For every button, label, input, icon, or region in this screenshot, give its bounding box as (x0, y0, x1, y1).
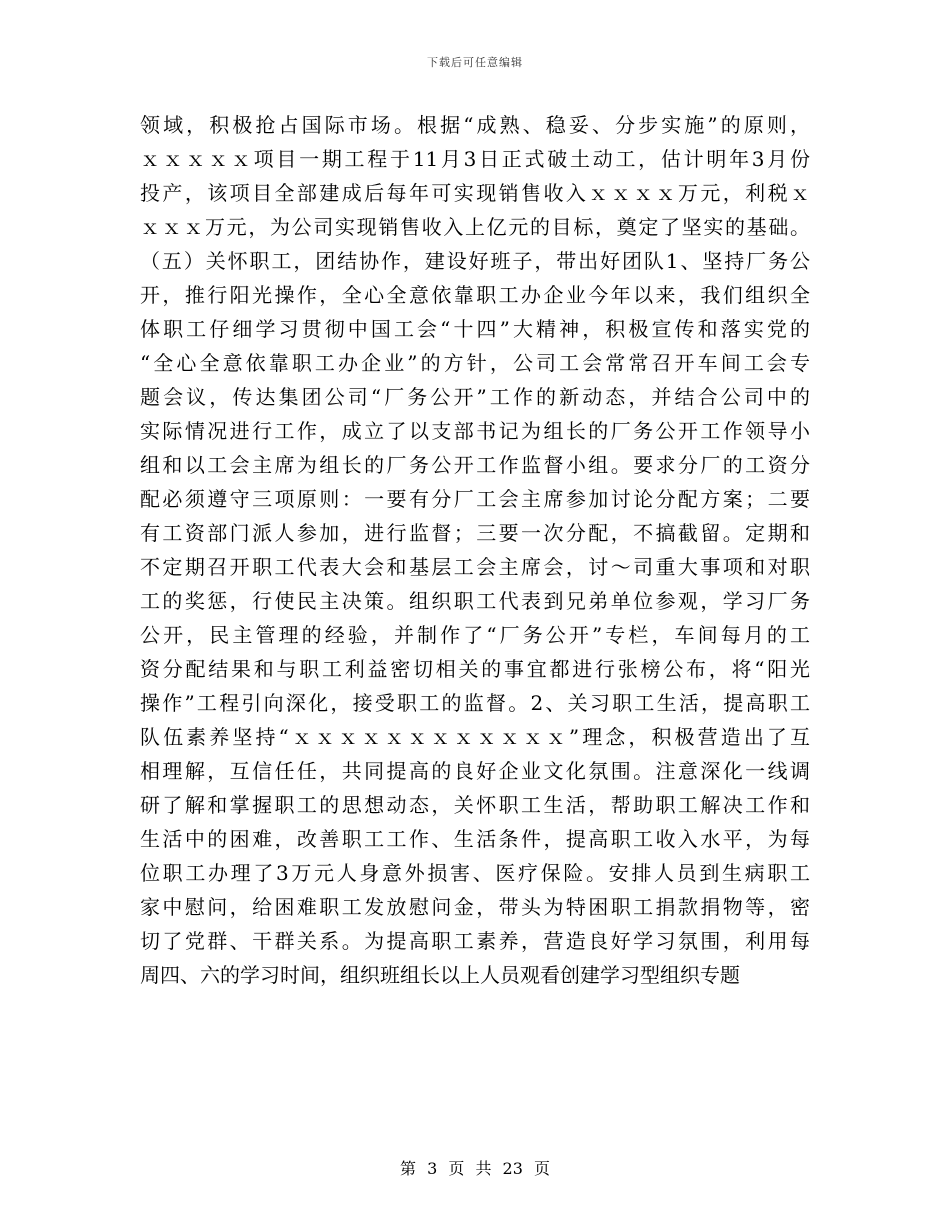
body-line: 不定期召开职工代表大会和基层工会主席会，讨～司重大事项和对职 (140, 555, 810, 579)
body-line: 生活中的困难，改善职工工作、生活条件，提高职工收入水平，为每 (140, 827, 810, 851)
body-line: 家中慰问，给困难职工发放慰问金，带头为特困职工捐款捐物等，密 (140, 895, 810, 919)
body-line: 队伍素养坚持“ｘｘｘｘｘｘｘｘｘｘｘｘ”理念，积极营造出了互 (140, 725, 810, 749)
body-line: 公开，民主管理的经验，并制作了“厂务公开”专栏，车间每月的工 (140, 623, 810, 647)
body-line: 切了党群、干群关系。为提高职工素养，营造良好学习氛围，利用每 (140, 929, 810, 953)
body-line: （五）关怀职工，团结协作，建设好班子，带出好团队1、坚持厂务公 (140, 249, 810, 273)
body-line: 工的奖惩，行使民主决策。组织职工代表到兄弟单位参观，学习厂务 (140, 589, 810, 613)
body-line: 组和以工会主席为组长的厂务公开工作监督小组。要求分厂的工资分 (140, 453, 810, 477)
body-line: 相理解，互信任任，共同提高的良好企业文化氛围。注意深化一线调 (140, 759, 810, 783)
page-header: 下载后可任意编辑 (427, 56, 523, 69)
body-line: 研了解和掌握职工的思想动态，关怀职工生活，帮助职工解决工作和 (140, 793, 810, 817)
body-line: 位职工办理了3万元人身意外损害、医疗保险。安排人员到生病职工 (140, 861, 810, 885)
body-line: 周四、六的学习时间，组织班组长以上人员观看创建学习型组织专题 (140, 963, 740, 987)
body-line: 领域，积极抢占国际市场。根据“成熟、稳妥、分步实施”的原则， (140, 113, 810, 137)
body-line: 题会议，传达集团公司“厂务公开”工作的新动态，并结合公司中的 (140, 385, 810, 409)
body-line: ｘｘｘ万元，为公司实现销售收入上亿元的目标，奠定了坚实的基础。 (140, 215, 810, 239)
body-line: “全心全意依靠职工办企业”的方针，公司工会常常召开车间工会专 (140, 351, 810, 375)
page-number-footer: 第 3 页 共 23 页 (400, 1159, 550, 1178)
body-line: ｘｘｘｘｘ项目一期工程于11月3日正式破土动工，估计明年3月份 (140, 147, 810, 171)
body-line: 配必须遵守三项原则：一要有分厂工会主席参加讨论分配方案；二要 (140, 487, 810, 511)
body-line: 开，推行阳光操作，全心全意依靠职工办企业今年以来，我们组织全 (140, 283, 810, 307)
body-line: 体职工仔细学习贯彻中国工会“十四”大精神，积极宣传和落实党的 (140, 317, 810, 341)
body-line: 资分配结果和与职工利益密切相关的事宜都进行张榜公布，将“阳光 (140, 657, 810, 681)
body-line: 有工资部门派人参加，进行监督；三要一次分配，不搞截留。定期和 (140, 521, 810, 545)
body-line: 投产，该项目全部建成后每年可实现销售收入ｘｘｘｘ万元，利税ｘ (140, 181, 810, 205)
body-line: 实际情况进行工作，成立了以支部书记为组长的厂务公开工作领导小 (140, 419, 810, 443)
body-line: 操作”工程引向深化，接受职工的监督。2、关习职工生活，提高职工 (140, 691, 810, 715)
document-body (140, 108, 810, 992)
